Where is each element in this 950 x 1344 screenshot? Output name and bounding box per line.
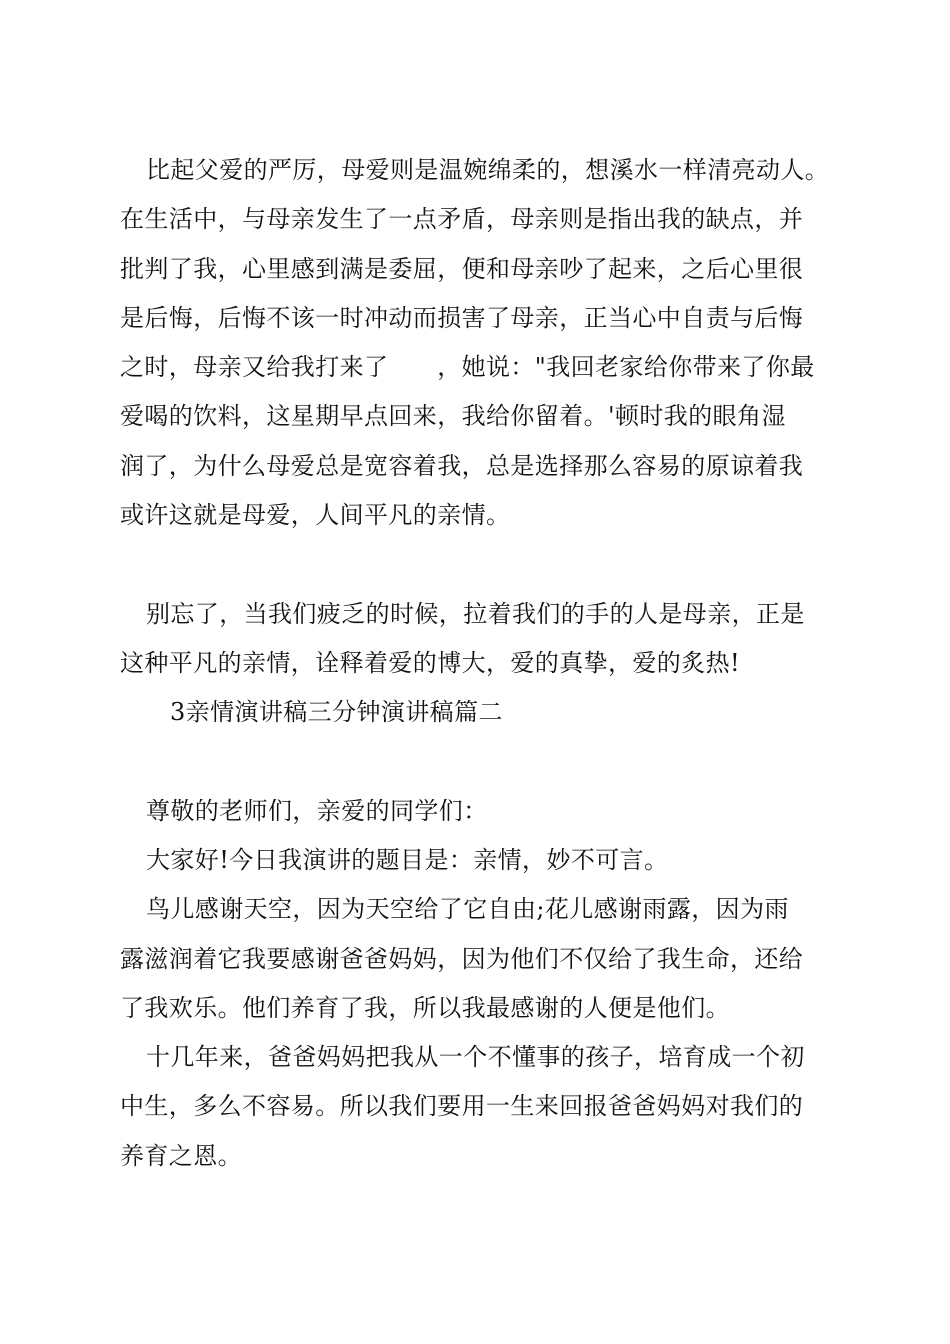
- paragraph-line: 润了，为什么母爱总是宽容着我，总是选择那么容易的原谅着我: [120, 452, 804, 480]
- paragraph-line: 或许这就是母爱，人间平凡的亲情。: [120, 501, 511, 529]
- paragraph-line: 露滋润着它我要感谢爸爸妈妈，因为他们不仅给了我生命，还给: [120, 945, 804, 973]
- greeting: 大家好!今日我演讲的题目是：亲情，妙不可言。: [146, 846, 669, 874]
- paragraph-line: 养育之恩。: [120, 1142, 242, 1170]
- section-heading: 3亲情演讲稿三分钟演讲稿篇二: [170, 698, 503, 726]
- salutation: 尊敬的老师们，亲爱的同学们：: [146, 797, 488, 825]
- paragraph-line: 别忘了，当我们疲乏的时候，拉着我们的手的人是母亲，正是: [146, 600, 805, 628]
- paragraph-line: 鸟儿感谢天空，因为天空给了它自由;花儿感谢雨露，因为雨: [146, 895, 789, 923]
- paragraph-line: 批判了我，心里感到满是委屈，便和母亲吵了起来，之后心里很: [120, 255, 804, 283]
- paragraph-line: 这种平凡的亲情，诠释着爱的博大，爱的真挚，爱的炙热!: [120, 649, 741, 677]
- paragraph-line: 在生活中，与母亲发生了一点矛盾，母亲则是指出我的缺点，并: [120, 205, 804, 233]
- paragraph-line: 中生，多么不容易。所以我们要用一生来回报爸爸妈妈对我们的: [120, 1092, 804, 1120]
- paragraph-line: 十几年来，爸爸妈妈把我从一个不懂事的孩子，培育成一个初: [146, 1043, 805, 1071]
- paragraph-line: 了我欢乐。他们养育了我，所以我最感谢的人便是他们。: [120, 994, 730, 1022]
- paragraph-line: 是后悔，后悔不该一时冲动而损害了母亲，正当心中自责与后悔: [120, 304, 804, 332]
- paragraph-line: 爱喝的饮料，这星期早点回来，我给你留着。'顿时我的眼角湿: [120, 402, 786, 430]
- paragraph-line: 比起父爱的严厉，母爱则是温婉绵柔的，想溪水一样清亮动人。: [146, 156, 830, 184]
- paragraph-line: 之时，母亲又给我打来了 ，她说："我回老家给你带来了你最: [120, 353, 815, 381]
